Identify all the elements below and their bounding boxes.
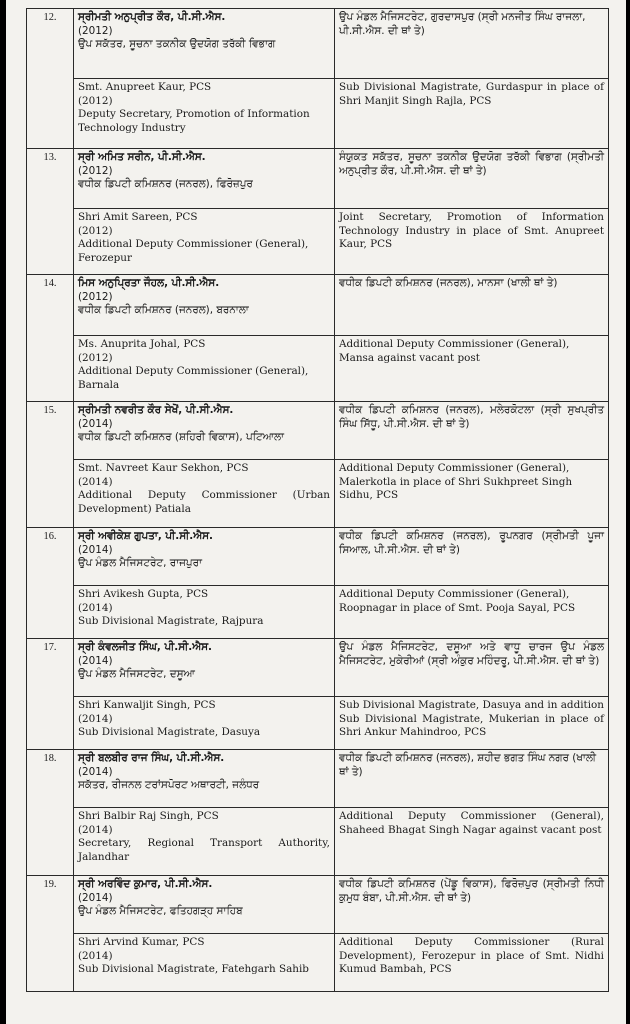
officer-name: ਸ੍ਰੀ ਅਵੀਕੇਸ਼ ਗੁਪਤਾ, ਪੀ.ਸੀ.ਐਸ. <box>78 530 213 542</box>
current-posting: Additional Deputy Commissioner (Urban Development) Patiala <box>78 489 330 515</box>
officer-name: Smt. Anupreet Kaur, PCS <box>78 81 212 93</box>
batch-year: (2014) <box>78 475 113 488</box>
officer-punjabi <box>74 750 335 808</box>
new-posting-punjabi: ਵਧੀਕ ਡਿਪਟੀ ਕਮਿਸ਼ਨਰ (ਜਨਰਲ), ਮਾਨਸਾ (ਖਾਲੀ ਥਾਂ ਤੇ) <box>335 275 609 336</box>
new-posting-punjabi: ਵਧੀਕ ਡਿਪਟੀ ਕਮਿਸ਼ਨਰ (ਜਨਰਲ), ਮਲੇਰਕੋਟਲਾ (ਸ੍ਰੀ ਸੁਖਪ੍ਰੀਤ ਸਿੰਘ ਸਿੱਧੂ, ਪੀ.ਸੀ.ਐਸ. ਦੀ ਥਾਂ ਤੇ) <box>335 402 609 460</box>
current-posting: Sub Divisional Magistrate, Dasuya <box>78 726 261 739</box>
new-posting-english: Sub Divisional Magistrate, Dasuya and in addition Sub Divisional Magistrate, Mukerian in place of Shri Ankur Mahindroo, PCS <box>335 697 609 750</box>
table-row <box>27 209 609 275</box>
table-row <box>27 639 609 697</box>
officer-name: ਸ੍ਰੀ ਬਲਬੀਰ ਰਾਜ ਸਿੰਘ, ਪੀ.ਸੀ.ਐਸ. <box>78 752 225 764</box>
officer-name: ਸ੍ਰੀ ਅਮਿਤ ਸਰੀਨ, ਪੀ.ਸੀ.ਐਸ. <box>78 151 206 163</box>
new-posting-english: Joint Secretary, Promotion of Information Technology Industry in place of Smt. Anupreet Kaur, PCS <box>335 209 609 275</box>
batch-year: (2014) <box>78 601 113 614</box>
batch-year: (2014) <box>78 891 113 904</box>
new-posting-punjabi: ਉਪ ਮੰਡਲ ਮੈਜਿਸਟਰੇਟ, ਗੁਰਦਾਸਪੁਰ (ਸ੍ਰੀ ਮਨਜੀਤ ਸਿੰਘ ਰਾਜਲਾ, ਪੀ.ਸੀ.ਐਸ. ਦੀ ਥਾਂ ਤੇ) <box>335 9 609 79</box>
current-posting: Sub Divisional Magistrate, Rajpura <box>78 615 264 628</box>
officer-english <box>74 697 335 750</box>
officer-name: ਸ੍ਰੀ ਕੰਵਲਜੀਤ ਸਿੰਘ, ਪੀ.ਸੀ.ਐਸ. <box>78 641 213 653</box>
serial-number: 14. <box>27 275 74 402</box>
batch-year: (2014) <box>78 654 113 667</box>
batch-year: (2014) <box>78 543 113 556</box>
table-row <box>27 149 609 209</box>
new-posting-english: Additional Deputy Commissioner (General), Roopnagar in place of Smt. Pooja Sayal, PCS <box>335 586 609 639</box>
new-posting-english: Additional Deputy Commissioner (General), Malerkotla in place of Shri Sukhpreet Singh Sidhu, PCS <box>335 460 609 528</box>
current-posting: ਉਪ ਸਕੱਤਰ, ਸੂਚਨਾ ਤਕਨੀਕ ਉਦਯੋਗ ਤਰੱਕੀ ਵਿਭਾਗ <box>78 38 276 51</box>
officer-name: Shri Arvind Kumar, PCS <box>78 936 205 948</box>
officer-english <box>74 934 335 992</box>
officer-name: Shri Kanwaljit Singh, PCS <box>78 699 216 711</box>
new-posting-english: Additional Deputy Commissioner (General), Mansa against vacant post <box>335 336 609 402</box>
officer-english <box>74 336 335 402</box>
officer-punjabi <box>74 402 335 460</box>
table-row <box>27 460 609 528</box>
current-posting: ਵਧੀਕ ਡਿਪਟੀ ਕਮਿਸ਼ਨਰ (ਜਨਰਲ), ਬਰਨਾਲਾ <box>78 304 249 317</box>
table-row <box>27 402 609 460</box>
current-posting: Additional Deputy Commissioner (General), Ferozepur <box>78 238 309 264</box>
officer-english <box>74 209 335 275</box>
officer-name: Shri Balbir Raj Singh, PCS <box>78 810 219 822</box>
table-row <box>27 876 609 934</box>
document-page <box>6 0 626 1024</box>
current-posting: ਵਧੀਕ ਡਿਪਟੀ ਕਮਿਸ਼ਨਰ (ਸ਼ਹਿਰੀ ਵਿਕਾਸ), ਪਟਿਆਲਾ <box>78 431 284 444</box>
new-posting-english: Sub Divisional Magistrate, Gurdaspur in place of Shri Manjit Singh Rajla, PCS <box>335 79 609 149</box>
current-posting: ਉਪ ਮੰਡਲ ਮੈਜਿਸਟਰੇਟ, ਦਸੂਆ <box>78 668 195 681</box>
new-posting-punjabi: ਸੰਯੁਕਤ ਸਕੱਤਰ, ਸੂਚਨਾ ਤਕਨੀਕ ਉਦਯੋਗ ਤਰੱਕੀ ਵਿਭਾਗ (ਸ੍ਰੀਮਤੀ ਅਨੁਪ੍ਰੀਤ ਕੌਰ, ਪੀ.ਸੀ.ਐਸ. ਦੀ ਥਾਂ ਤੇ) <box>335 149 609 209</box>
officer-punjabi <box>74 9 335 79</box>
table-row <box>27 934 609 992</box>
batch-year: (2012) <box>78 351 113 364</box>
current-posting: Sub Divisional Magistrate, Fatehgarh Sahib <box>78 963 309 976</box>
current-posting: Secretary, Regional Transport Authority, Jalandhar <box>78 837 330 863</box>
officer-name: ਮਿਸ ਅਨੁਪ੍ਰਿਤਾ ਜੌਹਲ, ਪੀ.ਸੀ.ਐਸ. <box>78 277 220 289</box>
table-row <box>27 9 609 79</box>
current-posting: Additional Deputy Commissioner (General), Barnala <box>78 365 309 391</box>
officer-english <box>74 586 335 639</box>
serial-number: 18. <box>27 750 74 876</box>
serial-number: 12. <box>27 9 74 149</box>
officer-name: Smt. Navreet Kaur Sekhon, PCS <box>78 462 249 474</box>
new-posting-punjabi: ਵਧੀਕ ਡਿਪਟੀ ਕਮਿਸ਼ਨਰ (ਜਨਰਲ), ਸ਼ਹੀਦ ਭਗਤ ਸਿੰਘ ਨਗਰ (ਖਾਲੀ ਥਾਂ ਤੇ) <box>335 750 609 808</box>
batch-year: (2014) <box>78 823 113 836</box>
serial-number: 16. <box>27 528 74 639</box>
table-row <box>27 275 609 336</box>
batch-year: (2014) <box>78 712 113 725</box>
table-row <box>27 336 609 402</box>
table-row <box>27 808 609 876</box>
new-posting-punjabi: ਉਪ ਮੰਡਲ ਮੈਜਿਸਟਰੇਟ, ਦਸੂਆ ਅਤੇ ਵਾਧੂ ਚਾਰਜ ਉਪ ਮੰਡਲ ਮੈਜਿਸਟਰੇਟ, ਮੁਕੇਰੀਆਂ (ਸ੍ਰੀ ਅੰਕੁਰ ਮਹਿੰਦਰੂ, ਪੀ.ਸੀ.ਐਸ. ਦੀ ਥਾਂ ਤੇ) <box>335 639 609 697</box>
batch-year: (2014) <box>78 417 113 430</box>
officer-name: Ms. Anuprita Johal, PCS <box>78 338 206 350</box>
table-row <box>27 697 609 750</box>
new-posting-english: Additional Deputy Commissioner (General), Shaheed Bhagat Singh Nagar against vacant post <box>335 808 609 876</box>
batch-year: (2014) <box>78 949 113 962</box>
batch-year: (2012) <box>78 94 113 107</box>
officer-punjabi <box>74 876 335 934</box>
officer-english <box>74 808 335 876</box>
batch-year: (2012) <box>78 224 113 237</box>
current-posting: ਵਧੀਕ ਡਿਪਟੀ ਕਮਿਸ਼ਨਰ (ਜਨਰਲ), ਫਿਰੋਜ਼ਪੁਰ <box>78 178 253 191</box>
transfer-orders-table <box>26 8 609 992</box>
officer-name: Shri Avikesh Gupta, PCS <box>78 588 209 600</box>
table-row <box>27 528 609 586</box>
officer-name: ਸ੍ਰੀ ਅਰਵਿੰਦ ਕੁਮਾਰ, ਪੀ.ਸੀ.ਐਸ. <box>78 878 213 890</box>
serial-number: 15. <box>27 402 74 528</box>
table-row <box>27 79 609 149</box>
new-posting-english: Additional Deputy Commissioner (Rural Development), Ferozepur in place of Smt. Nidhi Kumud Bambah, PCS <box>335 934 609 992</box>
current-posting: Deputy Secretary, Promotion of Information Technology Industry <box>78 108 310 134</box>
officer-name: Shri Amit Sareen, PCS <box>78 211 198 223</box>
new-posting-punjabi: ਵਧੀਕ ਡਿਪਟੀ ਕਮਿਸ਼ਨਰ (ਜਨਰਲ), ਰੂਪਨਗਰ (ਸ੍ਰੀਮਤੀ ਪੂਜਾ ਸਿਆਲ, ਪੀ.ਸੀ.ਐਸ. ਦੀ ਥਾਂ ਤੇ) <box>335 528 609 586</box>
batch-year: (2014) <box>78 765 113 778</box>
serial-number: 17. <box>27 639 74 750</box>
batch-year: (2012) <box>78 290 113 303</box>
officer-english <box>74 460 335 528</box>
officer-punjabi <box>74 528 335 586</box>
officer-name: ਸ੍ਰੀਮਤੀ ਨਵਰੀਤ ਕੌਰ ਸੇਖੋਂ, ਪੀ.ਸੀ.ਐਸ. <box>78 404 234 416</box>
officer-punjabi <box>74 275 335 336</box>
officer-punjabi <box>74 639 335 697</box>
batch-year: (2012) <box>78 24 113 37</box>
current-posting: ਸਕੱਤਰ, ਰੀਜਨਲ ਟਰਾਂਸਪੋਰਟ ਅਥਾਰਟੀ, ਜਲੰਧਰ <box>78 779 260 792</box>
batch-year: (2012) <box>78 164 113 177</box>
officer-english <box>74 79 335 149</box>
table-row <box>27 750 609 808</box>
table-row <box>27 586 609 639</box>
serial-number: 13. <box>27 149 74 275</box>
new-posting-punjabi: ਵਧੀਕ ਡਿਪਟੀ ਕਮਿਸ਼ਨਰ (ਪੇਂਡੂ ਵਿਕਾਸ), ਫਿਰੋਜ਼ਪੁਰ (ਸ੍ਰੀਮਤੀ ਨਿਧੀ ਕੁਮੁਧ ਬੰਬਾ, ਪੀ.ਸੀ.ਐਸ. ਦੀ ਥਾਂ ਤੇ) <box>335 876 609 934</box>
officer-punjabi <box>74 149 335 209</box>
serial-number: 19. <box>27 876 74 992</box>
current-posting: ਉਪ ਮੰਡਲ ਮੈਜਿਸਟਰੇਟ, ਫਤਿਹਗੜ੍ਹ ਸਾਹਿਬ <box>78 905 243 918</box>
officer-name: ਸ੍ਰੀਮਤੀ ਅਨੁਪ੍ਰੀਤ ਕੌਰ, ਪੀ.ਸੀ.ਐਸ. <box>78 11 226 23</box>
current-posting: ਉਪ ਮੰਡਲ ਮੈਜਿਸਟਰੇਟ, ਰਾਜਪੁਰਾ <box>78 557 203 570</box>
